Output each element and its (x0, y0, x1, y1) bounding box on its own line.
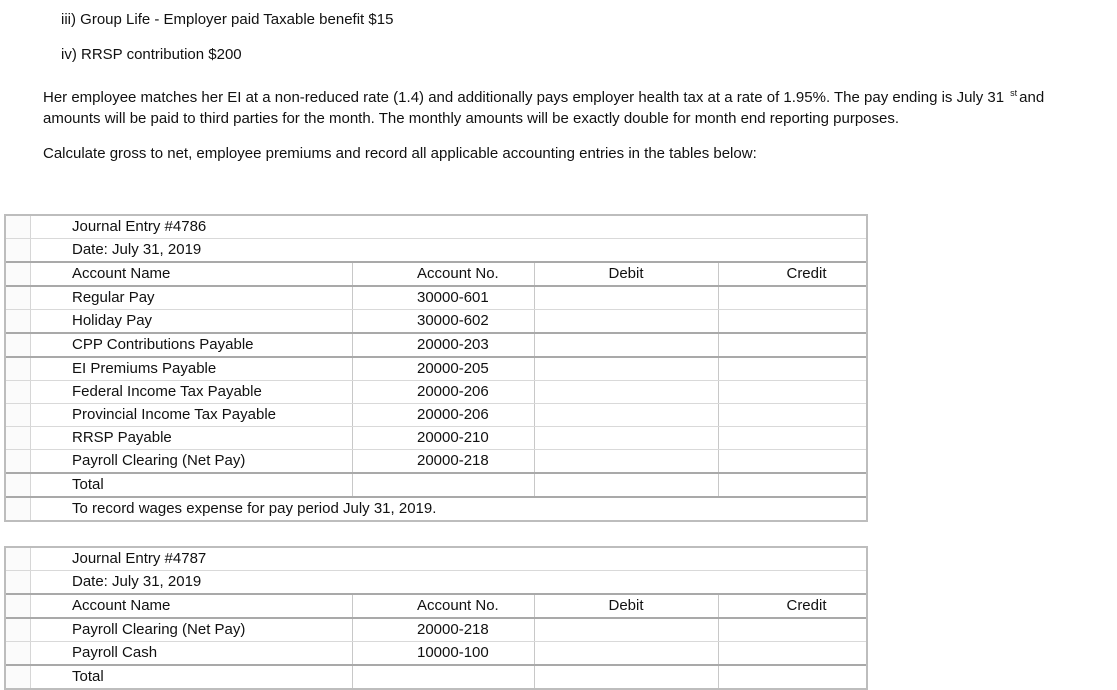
credit-cell[interactable] (718, 404, 865, 426)
account-no: 10000-100 (352, 642, 532, 664)
credit-cell[interactable] (718, 427, 865, 449)
account-no: 20000-210 (352, 427, 532, 449)
table-row (6, 404, 866, 427)
table-row (6, 310, 866, 334)
header-account-name: Account Name (72, 265, 171, 282)
account-no: 30000-602 (352, 310, 532, 332)
account-name: Payroll Clearing (Net Pay) (72, 621, 246, 638)
table-row (6, 381, 866, 404)
account-no: 20000-206 (352, 404, 532, 426)
account-name: Payroll Clearing (Net Pay) (72, 452, 246, 469)
journal-title: Journal Entry #4787 (72, 550, 207, 567)
account-name: Federal Income Tax Payable (72, 383, 262, 400)
account-no: 20000-218 (352, 619, 532, 641)
header-account-name: Account Name (72, 597, 171, 614)
table-row (6, 642, 866, 666)
credit-cell[interactable] (718, 642, 865, 664)
credit-cell[interactable] (718, 619, 865, 641)
account-name: RRSP Payable (72, 429, 172, 446)
credit-cell[interactable] (718, 450, 865, 472)
journal-title-row (6, 216, 866, 239)
account-name: Regular Pay (72, 289, 155, 306)
credit-cell[interactable] (718, 334, 865, 356)
account-name: CPP Contributions Payable (72, 336, 254, 353)
debit-cell[interactable] (534, 404, 717, 426)
total-credit-cell[interactable] (718, 474, 865, 496)
journal-date-row (6, 239, 866, 263)
item-iv: iv) RRSP contribution $200 (61, 46, 242, 63)
account-no: 20000-205 (352, 358, 532, 380)
debit-cell[interactable] (534, 381, 717, 403)
paragraph-line2: amounts will be paid to third parties for the month. The monthly amounts will be exactly double for month end reporting purposes. (43, 110, 900, 127)
table-row (6, 287, 866, 310)
debit-cell[interactable] (534, 427, 717, 449)
debit-cell[interactable] (534, 450, 717, 472)
total-label: Total (72, 476, 104, 493)
memo-row (6, 498, 866, 520)
paragraph-line1-end: and (1019, 89, 1045, 106)
account-name: Payroll Cash (72, 644, 158, 661)
paragraph-superscript: st (1010, 88, 1018, 98)
account-no: 20000-206 (352, 381, 532, 403)
journal-memo: To record wages expense for pay period July 31, 2019. (72, 500, 437, 517)
table-row (6, 334, 866, 358)
journal-date-row (6, 571, 866, 595)
header-account-no: Account No. (352, 263, 532, 285)
credit-cell[interactable] (718, 358, 865, 380)
description-paragraph (43, 83, 1113, 129)
item-iii: iii) Group Life - Employer paid Taxable benefit $15 (61, 11, 394, 28)
account-name: Holiday Pay (72, 312, 153, 329)
journal-title-row (6, 548, 866, 571)
journal-date: Date: July 31, 2019 (72, 241, 202, 258)
debit-cell[interactable] (534, 619, 717, 641)
journal-date: Date: July 31, 2019 (72, 573, 202, 590)
debit-cell[interactable] (534, 642, 717, 664)
total-credit-cell[interactable] (718, 666, 865, 688)
table-row (6, 619, 866, 642)
table-row (6, 450, 866, 474)
table-row (6, 427, 866, 450)
credit-cell[interactable] (718, 287, 865, 309)
header-debit: Debit (534, 595, 717, 617)
total-label: Total (72, 668, 104, 685)
journal-title: Journal Entry #4786 (72, 218, 207, 235)
debit-cell[interactable] (534, 287, 717, 309)
total-account-no (352, 474, 532, 496)
debit-cell[interactable] (534, 310, 717, 332)
account-no: 20000-218 (352, 450, 532, 472)
paragraph-line1: Her employee matches her EI at a non-reduced rate (1.4) and additionally pays employer health tax at a rate of 1.95%. The pay ending is July 31 (43, 89, 1005, 106)
credit-cell[interactable] (718, 381, 865, 403)
account-name: EI Premiums Payable (72, 360, 217, 377)
journal-entry-4787-table (4, 546, 868, 690)
header-credit: Credit (718, 595, 864, 617)
debit-cell[interactable] (534, 358, 717, 380)
account-no: 30000-601 (352, 287, 532, 309)
total-debit-cell[interactable] (534, 666, 717, 688)
header-account-no: Account No. (352, 595, 532, 617)
total-account-no (352, 666, 532, 688)
debit-cell[interactable] (534, 334, 717, 356)
account-no: 20000-203 (352, 334, 532, 356)
table-row (6, 358, 866, 381)
total-row (6, 666, 866, 688)
credit-cell[interactable] (718, 310, 865, 332)
header-row (6, 263, 866, 287)
header-debit: Debit (534, 263, 717, 285)
header-row (6, 595, 866, 619)
journal-entry-4786-table (4, 214, 868, 522)
account-name: Provincial Income Tax Payable (72, 406, 276, 423)
total-debit-cell[interactable] (534, 474, 717, 496)
instruction-text: Calculate gross to net, employee premiums and record all applicable accounting entries in the tables below: (43, 145, 757, 162)
header-credit: Credit (718, 263, 864, 285)
total-row (6, 474, 866, 498)
